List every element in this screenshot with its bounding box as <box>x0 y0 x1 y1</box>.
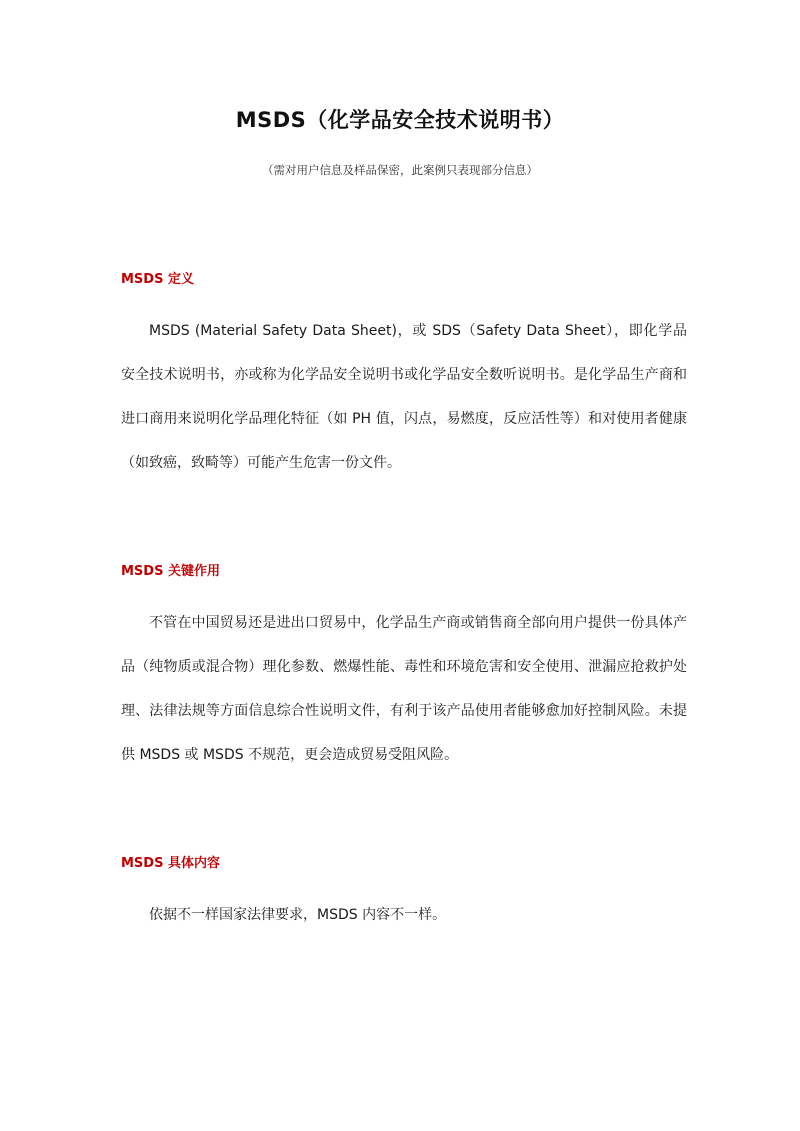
section-heading-contents: MSDS 具体内容 <box>121 856 220 871</box>
section-heading-key-role: MSDS 关键作用 <box>121 564 220 579</box>
section-body-key-role: 不管在中国贸易还是进出口贸易中，化学品生产商或销售商全部向用户提供一份具体产品（纯物质或混合物）理化参数、燃爆性能、毒性和环境危害和安全使用、泄漏应抢救护处理、法律法规等方面信息综合性说明文件，有利于该产品使用者能够愈加好控制风险。未提供 MSDS 或 MSDS 不规范，更会造成贸易受阻风险。 <box>121 615 687 763</box>
section-body-definition: MSDS (Material Safety Data Sheet)，或 SDS（Safety Data Sheet），即化学品安全技术说明书，亦或称为化学品安全说明书或化学品安全数听说明书。是化学品生产商和进口商用来说明化学品理化特征（如 PH 值，闪点，易燃度，反应活性等）和对使用者健康（如致癌，致畸等）可能产生危害一份文件。 <box>121 323 687 471</box>
section-body-contents: 依据不一样国家法律要求，MSDS 内容不一样。 <box>149 907 447 923</box>
document-subtitle: （需对用户信息及样品保密，此案例只表现部分信息） <box>262 163 538 177</box>
document-title: MSDS（化学品安全技术说明书） <box>235 108 565 132</box>
section-heading-definition: MSDS 定义 <box>121 272 194 287</box>
